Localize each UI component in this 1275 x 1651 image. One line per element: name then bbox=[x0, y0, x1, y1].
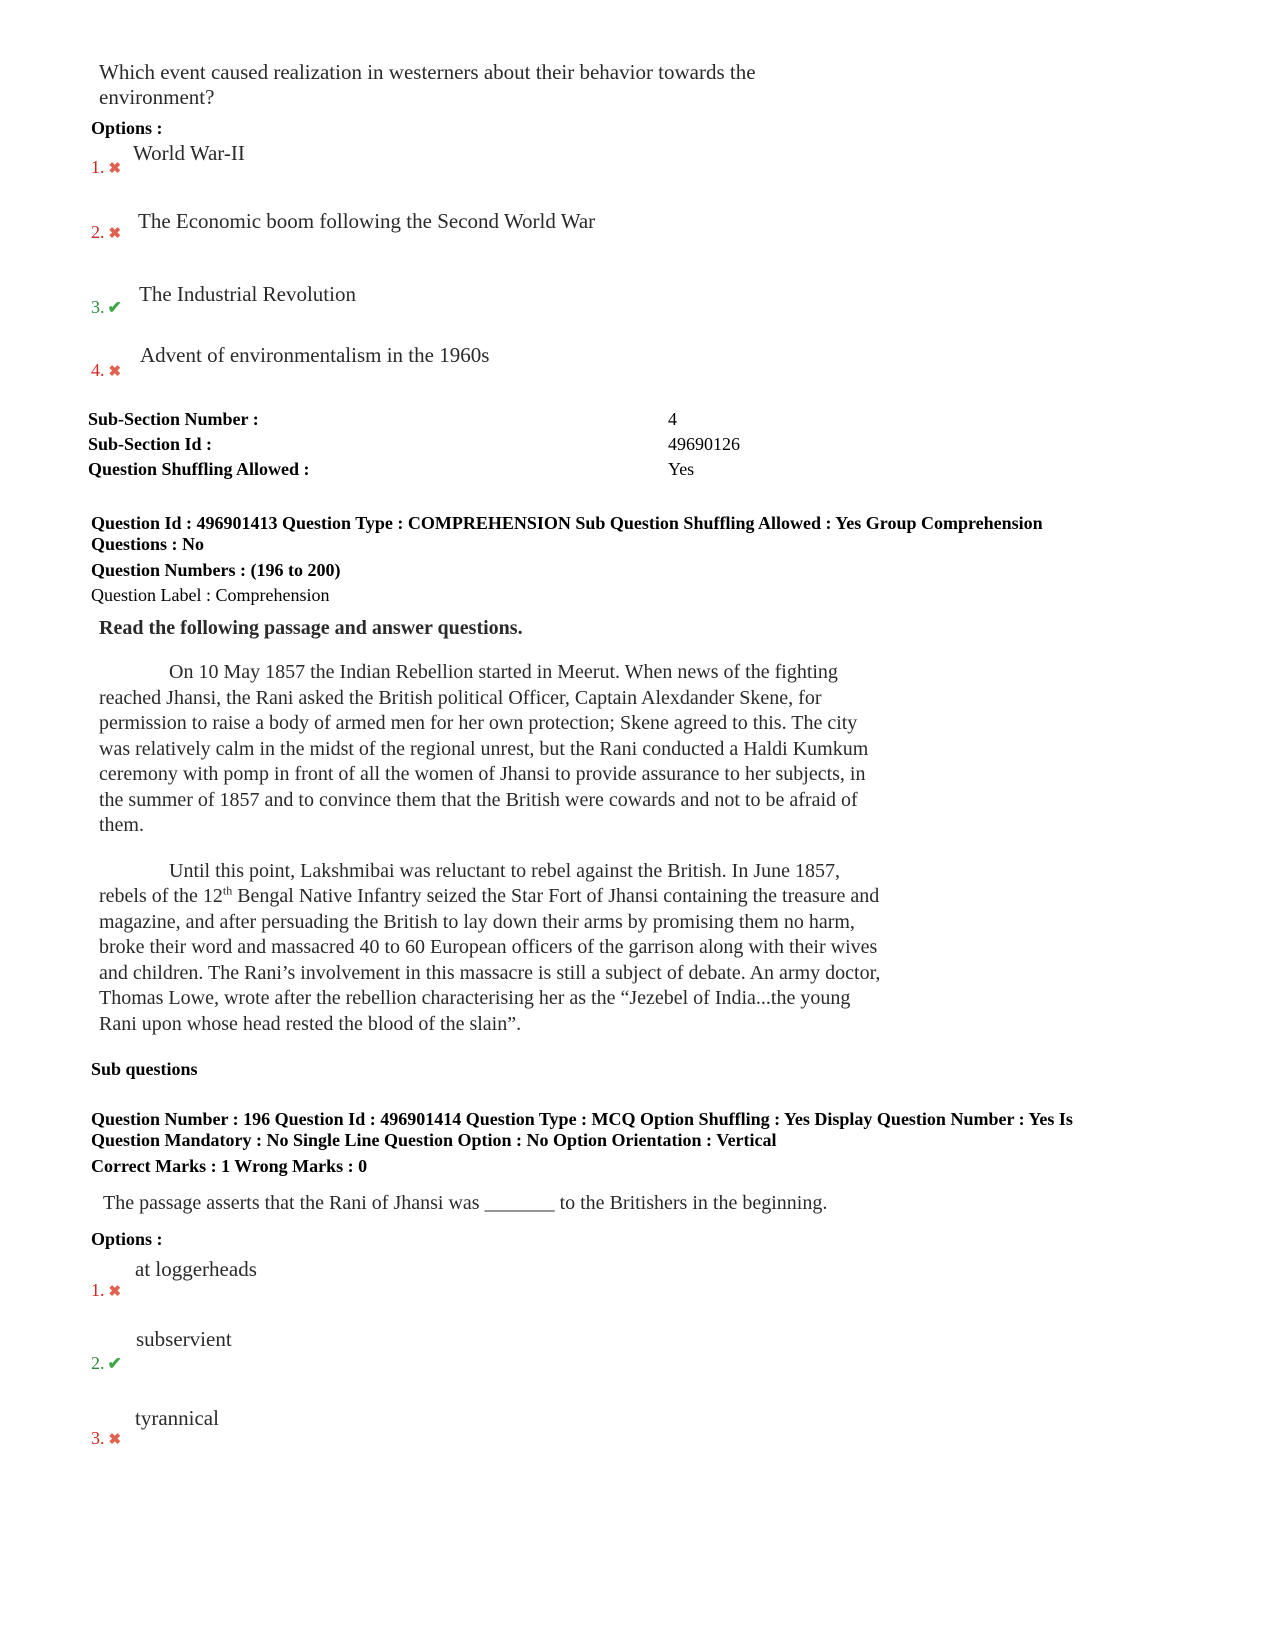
sub-questions-heading: Sub questions bbox=[91, 1059, 198, 1079]
subsection-id-value: 49690126 bbox=[668, 434, 740, 454]
checkmark-icon: ✔ bbox=[107, 1354, 122, 1373]
question-label: Question Label : Comprehension bbox=[91, 585, 330, 605]
question-header: Question Number : 196 Question Id : 496901414 Question Type : MCQ Option Shuffling : Yes Display Question Number : Yes Is Question Mandatory : No Single Line Question Option : No Option Orientation : Vertical bbox=[91, 1109, 1073, 1150]
subsection-number-value: 4 bbox=[668, 409, 677, 429]
option-number: 4. ✖ bbox=[91, 360, 122, 380]
question-text: The passage asserts that the Rani of Jhansi was _______ to the Britishers in the beginning. bbox=[103, 1192, 828, 1214]
marks-info: Correct Marks : 1 Wrong Marks : 0 bbox=[91, 1156, 368, 1176]
option-text: subservient bbox=[136, 1327, 232, 1351]
checkmark-icon: ✔ bbox=[107, 298, 122, 317]
option-number: 3. ✖ bbox=[91, 1428, 122, 1448]
subsection-number-label: Sub-Section Number : bbox=[88, 409, 259, 429]
options-label: Options : bbox=[91, 1229, 163, 1249]
option-number: 2. ✖ bbox=[91, 222, 122, 242]
cross-icon: ✖ bbox=[108, 364, 122, 380]
passage bbox=[99, 660, 889, 1037]
comprehension-header: Question Id : 496901413 Question Type : COMPREHENSION Sub Question Shuffling Allowed : Yes Group Comprehension Questions : No bbox=[91, 513, 1043, 554]
option-text: Advent of environmentalism in the 1960s bbox=[140, 343, 490, 367]
passage-paragraph: Until this point, Lakshmibai was reluctant to rebel against the British. In June 1857, rebels of the 12th Bengal Native Infantry seized the Star Fort of Jhansi containing the treasure and magazine, and after persuading the British to lay down their arms by promising them no harm, broke their word and massacred 40 to 60 European officers of the garrison along with their wives and children. The Rani’s involvement in this massacre is still a subject of debate. An army doctor, Thomas Lowe, wrote after the rebellion characterising her as the “Jezebel of India...the young Rani upon whose head rested the blood of the slain”. bbox=[99, 859, 881, 1035]
cross-icon: ✖ bbox=[108, 1284, 122, 1300]
option-text: World War-II bbox=[133, 141, 245, 165]
option-number: 2. ✔ bbox=[91, 1353, 122, 1373]
passage-title: Read the following passage and answer questions. bbox=[99, 617, 523, 639]
passage-paragraph: On 10 May 1857 the Indian Rebellion started in Meerut. When news of the fighting reached Jhansi, the Rani asked the British political Officer, Captain Alexdander Skene, for permission to raise a body of armed men for her own protection; Skene agreed to this. The city was relatively calm in the midst of the regional unrest, but the Rani conducted a Haldi Kumkum ceremony with pomp in front of all the women of Jhansi to provide assurance to her subjects, in the summer of 1857 and to convince them that the British were cowards and not to be afraid of them. bbox=[99, 661, 869, 836]
cross-icon: ✖ bbox=[108, 1432, 122, 1448]
option-text: The Industrial Revolution bbox=[139, 282, 356, 306]
cross-icon: ✖ bbox=[108, 161, 122, 177]
subsection-id-label: Sub-Section Id : bbox=[88, 434, 213, 454]
cross-icon: ✖ bbox=[108, 226, 122, 242]
option-text: at loggerheads bbox=[135, 1257, 257, 1281]
question-shuffling-label: Question Shuffling Allowed : bbox=[88, 459, 310, 479]
option-number: 1. ✖ bbox=[91, 157, 122, 177]
option-text: tyrannical bbox=[135, 1406, 219, 1430]
question-numbers: Question Numbers : (196 to 200) bbox=[91, 560, 341, 580]
option-number: 3. ✔ bbox=[91, 297, 122, 317]
question-shuffling-value: Yes bbox=[668, 459, 695, 479]
option-text: The Economic boom following the Second World War bbox=[138, 209, 596, 233]
question-text: Which event caused realization in westerners about their behavior towards the environment? bbox=[99, 60, 756, 109]
option-number: 1. ✖ bbox=[91, 1280, 122, 1300]
options-label: Options : bbox=[91, 118, 163, 138]
